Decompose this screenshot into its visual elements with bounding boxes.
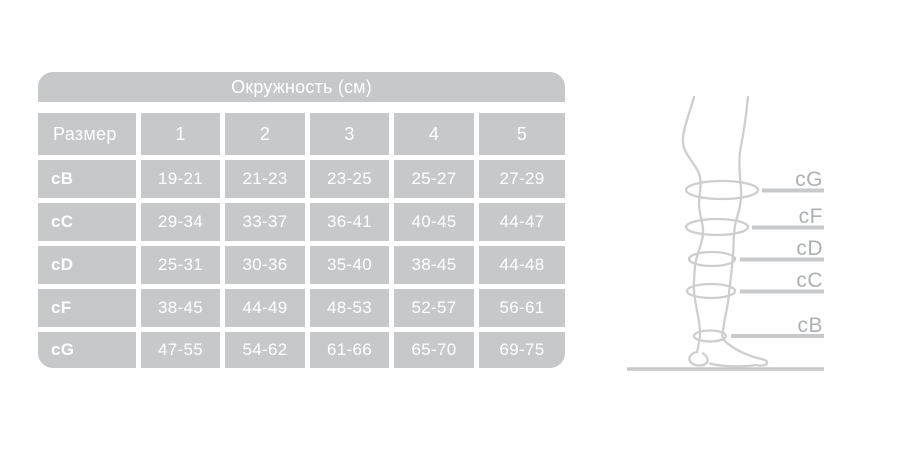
size-header-2: 2 xyxy=(225,113,305,155)
cell-cD-size5: 44-48 xyxy=(479,246,565,284)
measure-label-cD: cD xyxy=(796,237,823,260)
cell-cG-size5: 69-75 xyxy=(479,332,565,368)
cell-cC-size4: 40-45 xyxy=(394,203,474,241)
cell-cB-size5: 27-29 xyxy=(479,160,565,198)
cell-cC-size1: 29-34 xyxy=(141,203,220,241)
row-label-cF: cF xyxy=(38,289,136,327)
row-label-cB: cB xyxy=(38,160,136,198)
cell-cC-size3: 36-41 xyxy=(310,203,389,241)
cell-cC-size5: 44-47 xyxy=(479,203,565,241)
cell-cF-size5: 56-61 xyxy=(479,289,565,327)
measure-label-cF: cF xyxy=(798,205,823,228)
measure-label-cG: cG xyxy=(795,168,823,191)
table-title: Окружность (см) xyxy=(38,72,565,102)
row-label-cC: cC xyxy=(38,203,136,241)
cell-cF-size3: 48-53 xyxy=(310,289,389,327)
cell-cB-size2: 21-23 xyxy=(225,160,305,198)
cell-cG-size4: 65-70 xyxy=(394,332,474,368)
cell-cB-size1: 19-21 xyxy=(141,160,220,198)
size-column-header: Размер xyxy=(38,113,136,155)
cell-cG-size1: 47-55 xyxy=(141,332,220,368)
size-header-4: 4 xyxy=(394,113,474,155)
cell-cF-size1: 38-45 xyxy=(141,289,220,327)
cell-cD-size2: 30-36 xyxy=(225,246,305,284)
row-label-cD: cD xyxy=(38,246,136,284)
cell-cC-size2: 33-37 xyxy=(225,203,305,241)
cell-cD-size3: 35-40 xyxy=(310,246,389,284)
cell-cF-size2: 44-49 xyxy=(225,289,305,327)
cell-cD-size1: 25-31 xyxy=(141,246,220,284)
measure-ellipse-cG xyxy=(686,181,758,199)
cell-cG-size3: 61-66 xyxy=(310,332,389,368)
size-header-1: 1 xyxy=(141,113,220,155)
measure-label-cC: cC xyxy=(796,269,823,292)
measure-ellipse-cF xyxy=(686,219,748,235)
row-label-cG: cG xyxy=(38,332,136,368)
size-header-3: 3 xyxy=(310,113,389,155)
heel-pad xyxy=(689,352,707,366)
measure-label-cB: cB xyxy=(797,314,823,337)
cell-cF-size4: 52-57 xyxy=(394,289,474,327)
foot-outline xyxy=(710,339,767,366)
cell-cB-size4: 25-27 xyxy=(394,160,474,198)
size-header-5: 5 xyxy=(479,113,565,155)
cell-cD-size4: 38-45 xyxy=(394,246,474,284)
leg-outline-front xyxy=(722,97,748,339)
cell-cB-size3: 23-25 xyxy=(310,160,389,198)
cell-cG-size2: 54-62 xyxy=(225,332,305,368)
